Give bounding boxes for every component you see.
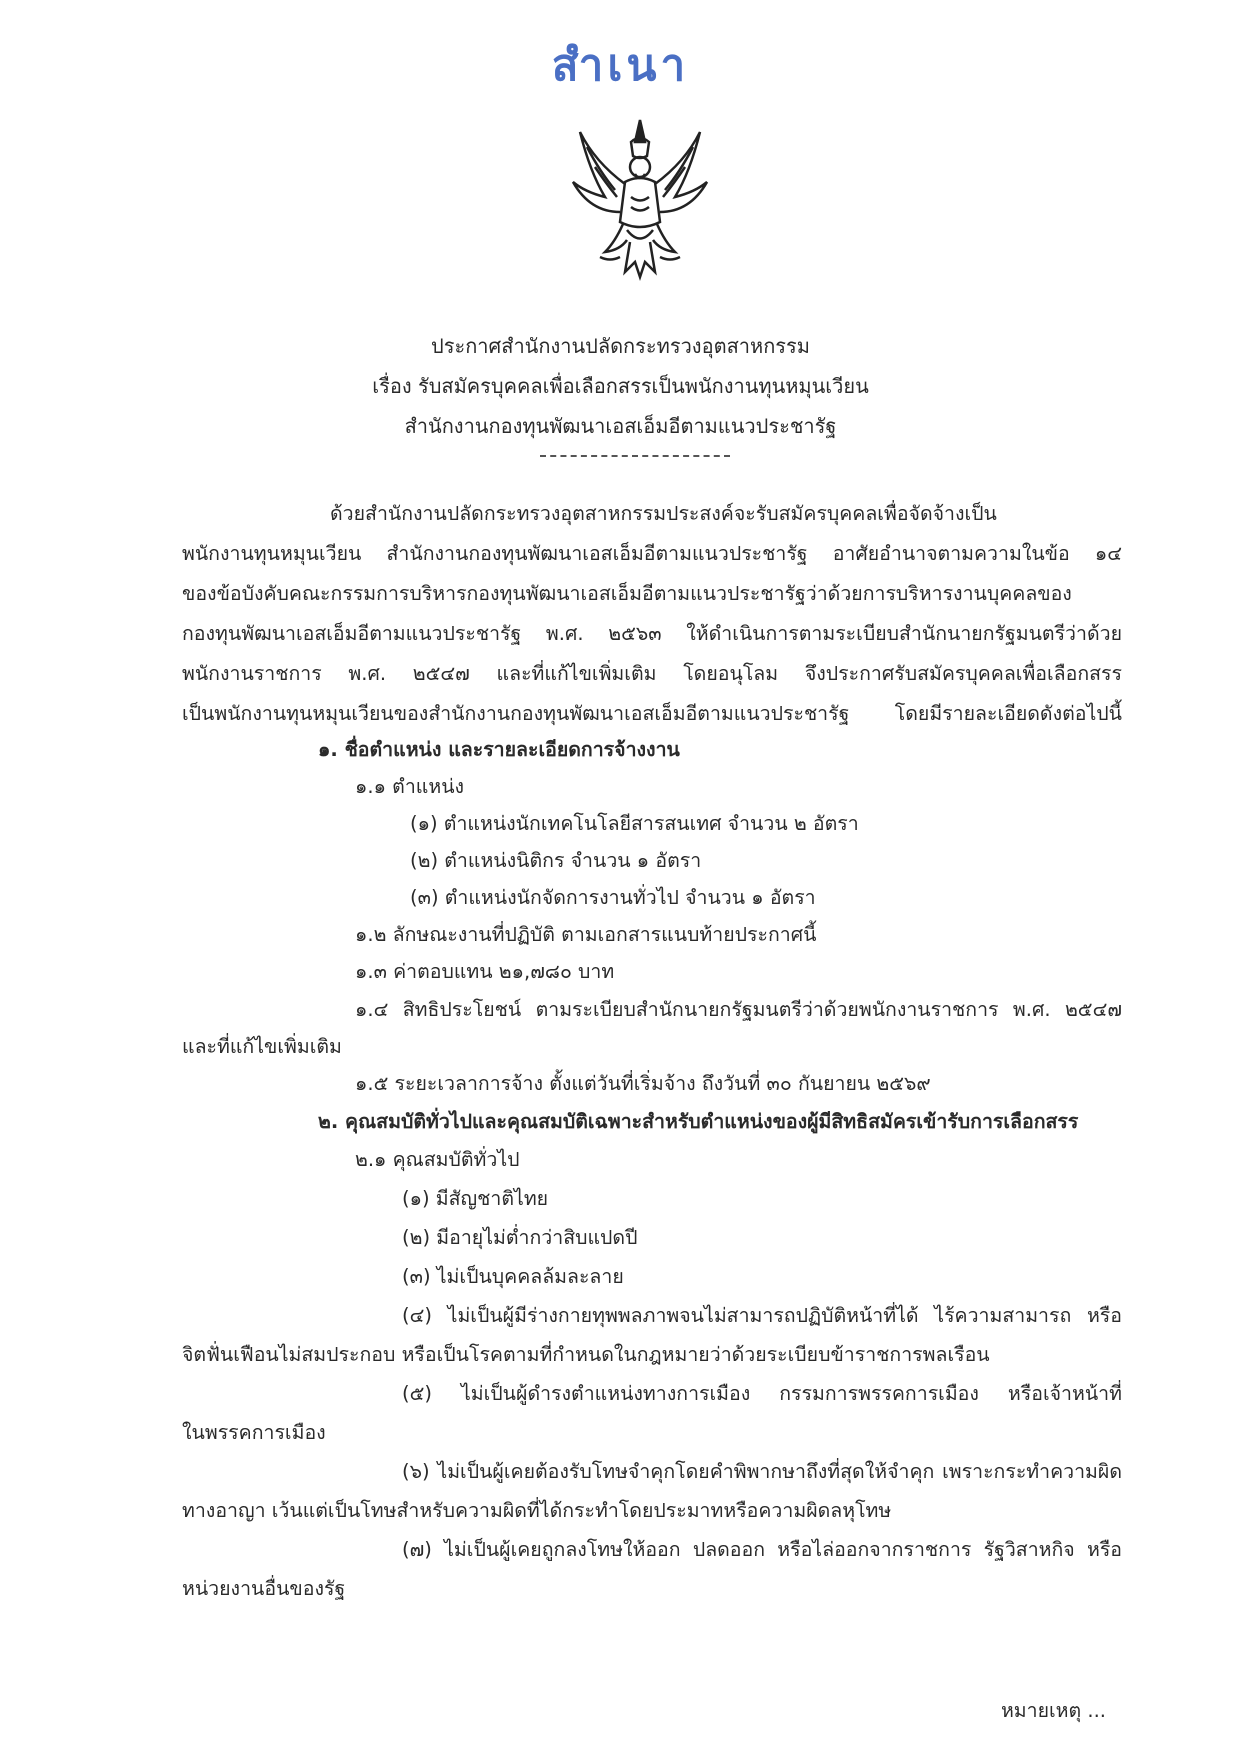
position-item: (๒) ตำแหน่งนิติกร จำนวน ๑ อัตรา bbox=[410, 849, 702, 872]
qualification-item: (๑) มีสัญชาติไทย bbox=[402, 1187, 549, 1210]
announcement-subject-line2: สำนักงานกองทุนพัฒนาเอสเอ็มอีตามแนวประชารัฐ bbox=[404, 414, 837, 438]
position-item: (๑) ตำแหน่งนักเทคโนโลยีสารสนเทศ จำนวน ๒ อัตรา bbox=[410, 812, 859, 835]
item-1-1: ๑.๑ ตำแหน่ง bbox=[355, 775, 465, 798]
qualification-item: (๒) มีอายุไม่ต่ำกว่าสิบแปดปี bbox=[402, 1226, 638, 1249]
qualification-item: (๓) ไม่เป็นบุคคลล้มละลาย bbox=[402, 1265, 624, 1288]
item-1-4: ๑.๔ สิทธิประโยชน์ ตามระเบียบสำนักนายกรัฐมนตรีว่าด้วยพนักงานราชการ พ.ศ. ๒๕๔๗ bbox=[355, 998, 1122, 1021]
copy-stamp: สำเนา bbox=[551, 40, 690, 91]
intro-paragraph-line: กองทุนพัฒนาเอสเอ็มอีตามแนวประชารัฐ พ.ศ. ๒๕๖๓ ให้ดำเนินการตามระเบียบสำนักนายกรัฐมนตรีว่าด้วย bbox=[182, 622, 1122, 645]
item-1-4-continued: และที่แก้ไขเพิ่มเติม bbox=[182, 1035, 342, 1058]
intro-paragraph-line: เป็นพนักงานทุนหมุนเวียนของสำนักงานกองทุนพัฒนาเอสเอ็มอีตามแนวประชารัฐ โดยมีรายละเอียดดังต่อไปนี้ bbox=[182, 702, 1122, 725]
qualification-item: (๔) ไม่เป็นผู้มีร่างกายทุพพลภาพจนไม่สามารถปฏิบัติหน้าที่ได้ ไร้ความสามารถ หรือ bbox=[402, 1304, 1122, 1327]
qualification-item: (๗) ไม่เป็นผู้เคยถูกลงโทษให้ออก ปลดออก หรือไล่ออกจากราชการ รัฐวิสาหกิจ หรือ bbox=[402, 1538, 1122, 1561]
item-1-2: ๑.๒ ลักษณะงานที่ปฏิบัติ ตามเอกสารแนบท้ายประกาศนี้ bbox=[355, 923, 817, 946]
qualification-item-continued: จิตฟั่นเฟือนไม่สมประกอบ หรือเป็นโรคตามที่กำหนดในกฎหมายว่าด้วยระเบียบข้าราชการพลเรือน bbox=[182, 1343, 990, 1366]
intro-paragraph-line: พนักงานราชการ พ.ศ. ๒๕๔๗ และที่แก้ไขเพิ่มเติม โดยอนุโลม จึงประกาศรับสมัครบุคคลเพื่อเลือกสรร bbox=[182, 662, 1122, 685]
section-2-heading: ๒. คุณสมบัติทั่วไปและคุณสมบัติเฉพาะสำหรับตำแหน่งของผู้มีสิทธิสมัครเข้ารับการเลือกสรร bbox=[318, 1110, 1079, 1133]
item-2-1: ๒.๑ คุณสมบัติทั่วไป bbox=[355, 1148, 520, 1171]
garuda-emblem-icon bbox=[565, 112, 715, 287]
qualification-item-continued: ทางอาญา เว้นแต่เป็นโทษสำหรับความผิดที่ได้กระทำโดยประมาทหรือความผิดลหุโทษ bbox=[182, 1499, 892, 1522]
position-item: (๓) ตำแหน่งนักจัดการงานทั่วไป จำนวน ๑ อัตรา bbox=[410, 886, 816, 909]
announcement-title: ประกาศสำนักงานปลัดกระทรวงอุตสาหกรรม bbox=[431, 334, 810, 358]
intro-paragraph-line: ของข้อบังคับคณะกรรมการบริหารกองทุนพัฒนาเอสเอ็มอีตามแนวประชารัฐว่าด้วยการบริหารงานบุคคลของ bbox=[182, 582, 1072, 605]
qualification-item: (๖) ไม่เป็นผู้เคยต้องรับโทษจำคุกโดยคำพิพากษาถึงที่สุดให้จำคุก เพราะกระทำความผิด bbox=[402, 1460, 1122, 1483]
continued-note: หมายเหตุ ... bbox=[1000, 1699, 1106, 1722]
item-1-3: ๑.๓ ค่าตอบแทน ๒๑,๗๘๐ บาท bbox=[355, 960, 615, 983]
item-1-5: ๑.๕ ระยะเวลาการจ้าง ตั้งแต่วันที่เริ่มจ้าง ถึงวันที่ ๓๐ กันยายน ๒๕๖๙ bbox=[355, 1072, 931, 1095]
qualification-item-continued: ในพรรคการเมือง bbox=[182, 1421, 326, 1444]
section-1-heading: ๑. ชื่อตำแหน่ง และรายละเอียดการจ้างงาน bbox=[318, 738, 680, 761]
intro-paragraph-line: ด้วยสำนักงานปลัดกระทรวงอุตสาหกรรมประสงค์จะรับสมัครบุคคลเพื่อจัดจ้างเป็น bbox=[330, 502, 997, 525]
intro-paragraph-line: พนักงานทุนหมุนเวียน สำนักงานกองทุนพัฒนาเอสเอ็มอีตามแนวประชารัฐ อาศัยอำนาจตามความในข้อ ๑๔ bbox=[182, 542, 1122, 565]
qualification-item-continued: หน่วยงานอื่นของรัฐ bbox=[182, 1577, 346, 1600]
title-divider bbox=[540, 455, 730, 457]
announcement-subject: เรื่อง รับสมัครบุคคลเพื่อเลือกสรรเป็นพนักงานทุนหมุนเวียน bbox=[372, 374, 869, 398]
qualification-item: (๕) ไม่เป็นผู้ดำรงตำแหน่งทางการเมือง กรรมการพรรคการเมือง หรือเจ้าหน้าที่ bbox=[402, 1382, 1122, 1405]
